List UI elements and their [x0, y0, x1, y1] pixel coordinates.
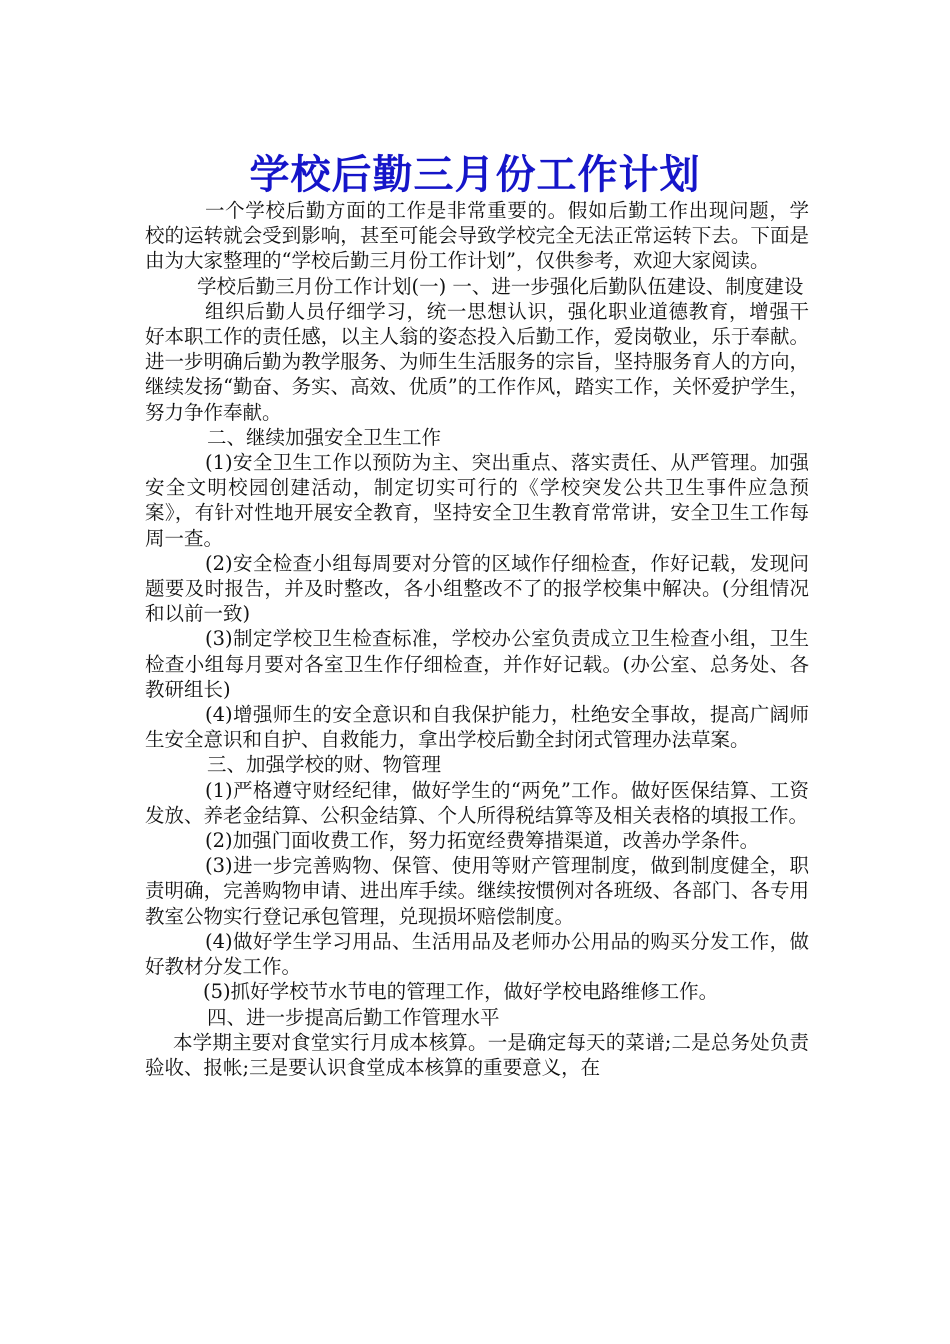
section-heading-2: 二、继续加强安全卫生工作 [207, 425, 442, 449]
plan-heading-section-1: 学校后勤三月份工作计划(一) 一、进一步强化后勤队伍建设、制度建设 [197, 274, 804, 298]
list-item-2-4: (4)增强师生的安全意识和自我保护能力，杜绝安全事故，提高广阔师生安全意识和自护、自救能力，拿出学校后勤全封闭式管理办法草案。 [145, 703, 809, 752]
section-heading-3: 三、加强学校的财、物管理 [207, 753, 442, 777]
list-item-3-2: (2)加强门面收费工作，努力拓宽经费筹措渠道，改善办学条件。 [205, 829, 760, 853]
document-title: 学校后勤三月份工作计划 [249, 151, 701, 198]
list-item-2-2: (2)安全检查小组每周要对分管的区域作仔细检查，作好记载，发现问题要及时报告，并及时整改，各小组整改不了的报学校集中解决。(分组情况和以前一致) [145, 551, 809, 626]
list-item-3-3: (3)进一步完善购物、保管、使用等财产管理制度，做到制度健全，职责明确，完善购物申请、进出库手续。继续按惯例对各班级、各部门、各专用教室公物实行登记承包管理，兑现损坏赔偿制度。 [145, 854, 809, 928]
body-paragraph: 组织后勤人员仔细学习，统一思想认识，强化职业道德教育，增强干好本职工作的责任感，以主人翁的姿态投入后勤工作，爱岗敬业，乐于奉献。进一步明确后勤为教学服务、为师生生活服务的宗旨，坚持服务育人的方向，继续发扬“勤奋、务实、高效、优质”的工作作风，踏实工作，关怀爱护学生，努力争作奉献。 [145, 299, 809, 424]
section-heading-4: 四、进一步提高后勤工作管理水平 [207, 1005, 500, 1029]
list-item-3-1: (1)严格遵守财经纪律，做好学生的“两免”工作。做好医保结算、工资发放、养老金结算、公积金结算、个人所得税结算等及相关表格的填报工作。 [145, 778, 809, 827]
list-item-3-4: (4)做好学生学习用品、生活用品及老师办公用品的购买分发工作，做好教材分发工作。 [145, 929, 809, 979]
intro-paragraph: 一个学校后勤方面的工作是非常重要的。假如后勤工作出现问题，学校的运转就会受到影响，甚至可能会导致学校完全无法正常运转下去。下面是由为大家整理的“学校后勤三月份工作计划”，仅供参考，欢迎大家阅读。 [145, 199, 809, 273]
list-item-2-1: (1)安全卫生工作以预防为主、突出重点、落实责任、从严管理。加强安全文明校园创建活动，制定切实可行的《学校突发公共卫生事件应急预案》，有针对性地开展安全教育，坚持安全卫生教育常常讲，安全卫生工作每周一查。 [145, 451, 809, 550]
document-body [145, 198, 809, 1080]
body-paragraph-final: 本学期主要对食堂实行月成本核算。一是确定每天的菜谱;二是总务处负责验收、报帐;三是要认识食堂成本核算的重要意义，在 [145, 1030, 809, 1079]
list-item-2-3: (3)制定学校卫生检查标准，学校办公室负责成立卫生检查小组，卫生检查小组每月要对各室卫生作仔细检查，并作好记载。(办公室、总务处、各教研组长) [145, 627, 809, 701]
list-item-3-5: (5)抓好学校节水节电的管理工作，做好学校电路维修工作。 [203, 980, 719, 1004]
